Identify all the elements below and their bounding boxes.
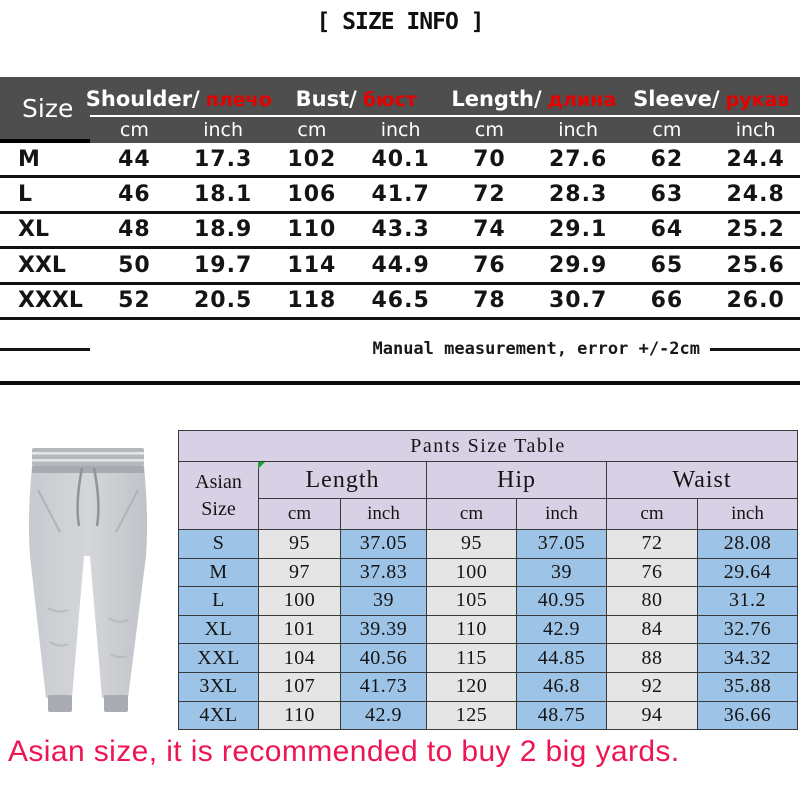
sleeve-cm-value: 64 (650, 217, 684, 243)
size-label: XXXL (18, 288, 83, 314)
bust-label-en: Bust/ (295, 87, 357, 111)
shoulder-cm-value: 48 (118, 217, 151, 243)
waist-cm-value: 80 (607, 587, 698, 616)
waist-inch-value: 29.64 (698, 558, 798, 587)
length-inch-value: 37.83 (341, 558, 427, 587)
unit-header-cm: cm (297, 119, 327, 141)
hip-inch-value: 39 (517, 558, 607, 587)
waist-cm-value: 76 (607, 558, 698, 587)
length-inch-value: 40.56 (341, 644, 427, 673)
table-row (0, 143, 800, 178)
table-row (179, 672, 798, 701)
bust-cm-value: 106 (287, 182, 337, 208)
unit-header-cm: cm (652, 119, 682, 141)
table-row (179, 701, 798, 730)
sleeve-inch-value: 25.6 (726, 252, 785, 278)
bust-inch-value: 44.9 (371, 252, 430, 278)
length-inch-value: 29.1 (548, 217, 608, 243)
size-label: S (179, 530, 259, 559)
waist-inch-value: 35.88 (698, 672, 798, 701)
hip-cm-value: 125 (427, 701, 517, 730)
size-label: XL (179, 615, 259, 644)
shoulder-inch-value: 18.9 (193, 217, 253, 243)
shoulder-inch-value: 17.3 (193, 146, 253, 172)
length-cm-value: 95 (259, 530, 341, 559)
waist-inch-value: 32.76 (698, 615, 798, 644)
waist-inch-value: 28.08 (698, 530, 798, 559)
bust-inch-value: 46.5 (371, 288, 430, 314)
waist-inch-value: 31.2 (698, 587, 798, 616)
pants-size-table (178, 430, 797, 730)
length-inch-value: 41.73 (341, 672, 427, 701)
length-group-header: Length (259, 462, 427, 499)
shoulder-inch-value: 18.1 (193, 182, 253, 208)
pants-table-title: Pants Size Table (179, 431, 798, 462)
size-label: M (18, 146, 40, 172)
hip-cm-value: 100 (427, 558, 517, 587)
pants-image (2, 428, 174, 722)
section-divider (0, 381, 800, 385)
shirt-size-table-header (0, 77, 800, 143)
bust-cm-value: 114 (287, 252, 337, 278)
length-cm-value: 74 (473, 217, 506, 243)
length-inch-value: 39.39 (341, 615, 427, 644)
unit-header-inch: inch (203, 119, 244, 141)
measurement-note: Manual measurement, error +/-2cm (372, 339, 700, 359)
waist-inch-value: 36.66 (698, 701, 798, 730)
page-title: [ SIZE INFO ] (316, 9, 484, 35)
length-cm-value: 97 (259, 558, 341, 587)
shoulder-cm-value: 46 (118, 182, 151, 208)
measurement-note-row (0, 337, 800, 361)
note-left-rule (0, 348, 90, 351)
hip-group-header: Hip (427, 462, 607, 499)
shoulder-cm-value: 50 (118, 252, 151, 278)
bust-column-header (268, 77, 446, 117)
length-column-header (445, 77, 623, 117)
shirt-size-table-body (0, 143, 800, 320)
sleeve-inch-value: 26.0 (726, 288, 785, 314)
size-label: XXL (179, 644, 259, 673)
sleeve-label-en: Sleeve/ (633, 87, 720, 111)
asian-size-header (179, 462, 259, 530)
shoulder-label-en: Shoulder/ (85, 87, 200, 111)
length-cm-value: 107 (259, 672, 341, 701)
unit-header-inch: inch (341, 499, 427, 530)
size-column-header: Size (0, 77, 90, 143)
sleeve-label-ru: рукав (725, 89, 790, 111)
table-row (179, 558, 798, 587)
sleeve-cm-value: 62 (650, 146, 684, 172)
table-row (179, 587, 798, 616)
size-label: XL (18, 217, 49, 243)
length-inch-value: 37.05 (341, 530, 427, 559)
waist-cm-value: 72 (607, 530, 698, 559)
unit-header-inch: inch (735, 119, 776, 141)
footer-note: Asian size, it is recommended to buy 2 big yards. (8, 735, 680, 768)
length-cm-value: 72 (473, 182, 506, 208)
unit-header-inch: inch (698, 499, 798, 530)
waist-cm-value: 84 (607, 615, 698, 644)
asian-size-line1: Asian (195, 470, 242, 493)
length-cm-value: 101 (259, 615, 341, 644)
asian-size-line2: Size (201, 497, 236, 520)
waist-group-header: Waist (607, 462, 798, 499)
unit-header-cm: cm (474, 119, 504, 141)
table-row (179, 644, 798, 673)
table-row (0, 178, 800, 213)
hip-inch-value: 44.85 (517, 644, 607, 673)
hip-cm-value: 110 (427, 615, 517, 644)
length-inch-value: 29.9 (548, 252, 608, 278)
length-inch-value: 39 (341, 587, 427, 616)
waist-cm-value: 88 (607, 644, 698, 673)
unit-header-cm: cm (607, 499, 698, 530)
bust-label-ru: бюст (362, 89, 417, 111)
sleeve-cm-value: 63 (650, 182, 684, 208)
length-cm-value: 70 (473, 146, 506, 172)
sleeve-cm-value: 66 (650, 288, 684, 314)
size-label: L (18, 182, 33, 208)
waist-cm-value: 94 (607, 701, 698, 730)
unit-header-cm: cm (259, 499, 341, 530)
length-cm-value: 100 (259, 587, 341, 616)
unit-header-inch: inch (517, 499, 607, 530)
bust-cm-value: 110 (287, 217, 337, 243)
bust-inch-value: 40.1 (371, 146, 430, 172)
hip-cm-value: 115 (427, 644, 517, 673)
hip-cm-value: 120 (427, 672, 517, 701)
length-inch-value: 27.6 (548, 146, 608, 172)
length-cm-value: 78 (473, 288, 506, 314)
sleeve-inch-value: 24.4 (726, 146, 785, 172)
size-label: L (179, 587, 259, 616)
hip-inch-value: 48.75 (517, 701, 607, 730)
length-label-ru: длина (547, 89, 617, 111)
shoulder-inch-value: 20.5 (193, 288, 253, 314)
unit-header-cm: cm (427, 499, 517, 530)
length-label-en: Length/ (451, 87, 542, 111)
length-cm-value: 76 (473, 252, 506, 278)
shoulder-inch-value: 19.7 (193, 252, 253, 278)
hip-inch-value: 40.95 (517, 587, 607, 616)
shoulder-label-ru: плечо (205, 89, 272, 111)
table-row (0, 214, 800, 249)
sleeve-column-header (623, 77, 800, 117)
shoulder-cm-value: 44 (118, 146, 151, 172)
waist-cm-value: 92 (607, 672, 698, 701)
hip-inch-value: 42.9 (517, 615, 607, 644)
sleeve-cm-value: 65 (650, 252, 684, 278)
hip-inch-value: 37.05 (517, 530, 607, 559)
unit-header-inch: inch (558, 119, 599, 141)
length-inch-value: 30.7 (548, 288, 608, 314)
hip-cm-value: 95 (427, 530, 517, 559)
size-label: M (179, 558, 259, 587)
unit-header-inch: inch (380, 119, 421, 141)
length-cm-value: 110 (259, 701, 341, 730)
table-row (0, 285, 800, 320)
length-inch-value: 28.3 (548, 182, 608, 208)
table-row (179, 615, 798, 644)
hip-inch-value: 46.8 (517, 672, 607, 701)
table-row (0, 249, 800, 284)
green-corner-marker (258, 462, 265, 469)
sleeve-inch-value: 24.8 (726, 182, 785, 208)
hip-cm-value: 105 (427, 587, 517, 616)
length-inch-value: 42.9 (341, 701, 427, 730)
size-label: 4XL (179, 701, 259, 730)
sleeve-inch-value: 25.2 (726, 217, 785, 243)
shoulder-cm-value: 52 (118, 288, 151, 314)
shoulder-column-header (85, 77, 272, 117)
note-right-rule (710, 348, 800, 351)
bust-cm-value: 102 (287, 146, 337, 172)
size-label: 3XL (179, 672, 259, 701)
length-cm-value: 104 (259, 644, 341, 673)
size-label: XXL (18, 252, 66, 278)
table-row (179, 530, 798, 559)
waist-inch-value: 34.32 (698, 644, 798, 673)
bust-cm-value: 118 (287, 288, 337, 314)
bust-inch-value: 43.3 (371, 217, 430, 243)
unit-header-cm: cm (119, 119, 149, 141)
bust-inch-value: 41.7 (371, 182, 430, 208)
